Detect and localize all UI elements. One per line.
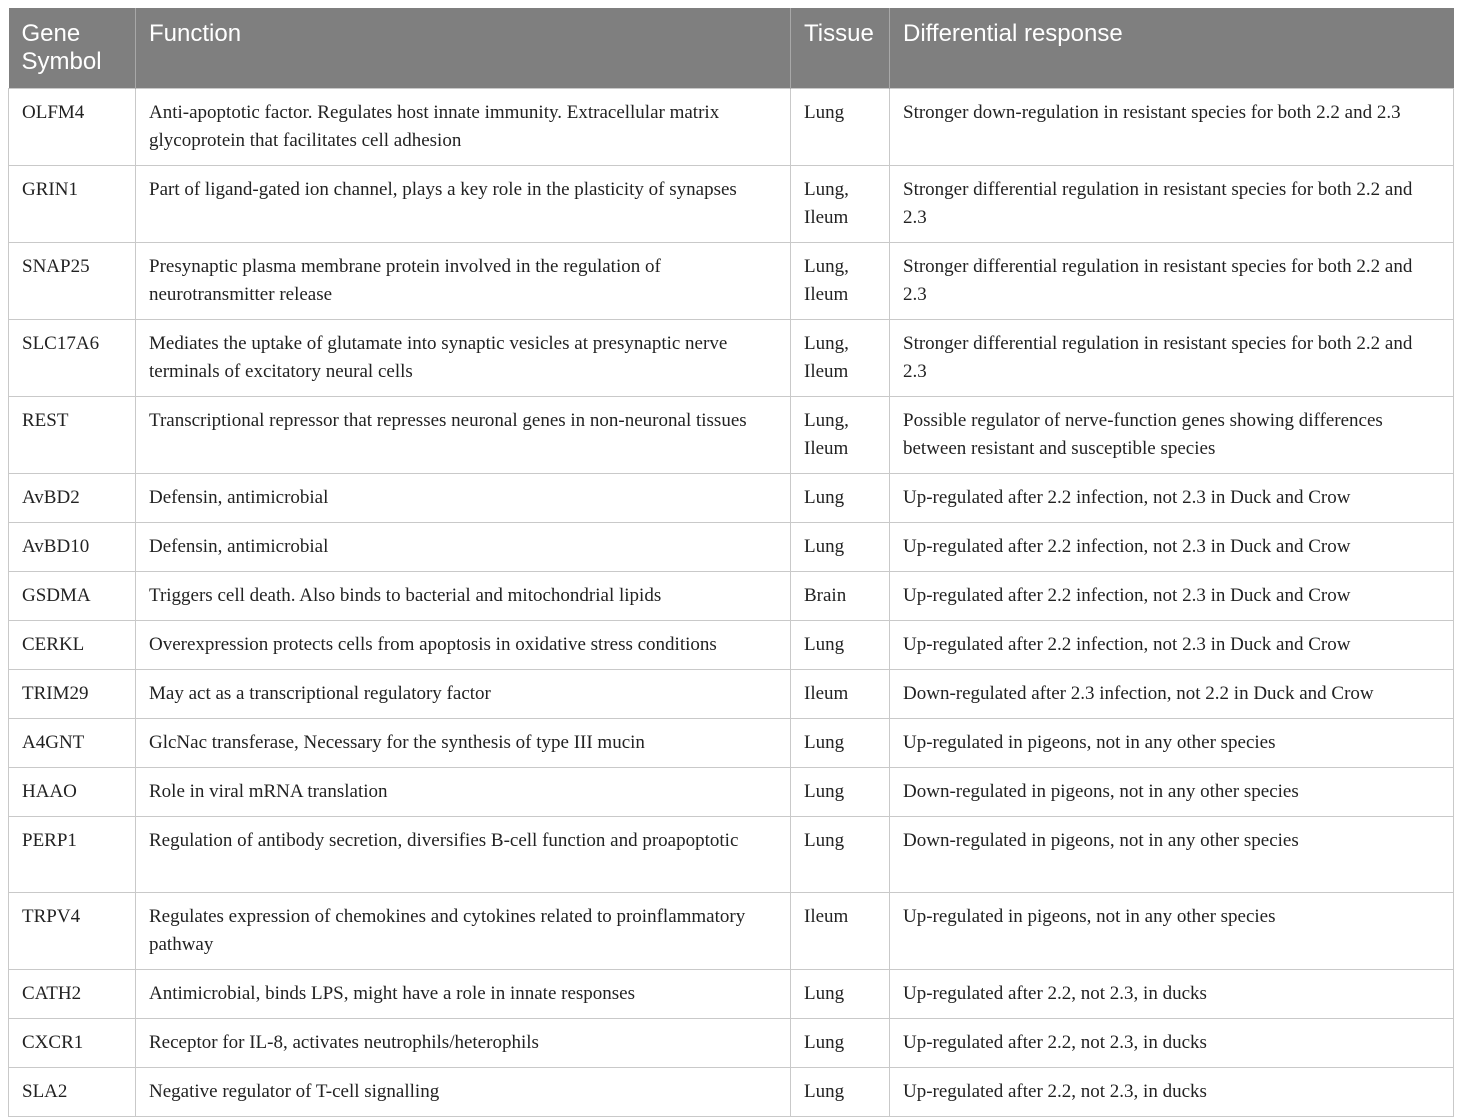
- cell-function: Regulates expression of chemokines and cytokines related to proinflammatory pathway: [136, 893, 791, 970]
- cell-gene: CERKL: [9, 621, 136, 670]
- cell-gene: AvBD10: [9, 523, 136, 572]
- cell-response: Stronger differential regulation in resistant species for both 2.2 and 2.3: [890, 320, 1454, 397]
- cell-gene: TRIM29: [9, 670, 136, 719]
- cell-gene: AvBD2: [9, 474, 136, 523]
- cell-tissue: Lung: [791, 1068, 890, 1117]
- cell-gene: GSDMA: [9, 572, 136, 621]
- cell-response: Up-regulated after 2.2 infection, not 2.3 in Duck and Crow: [890, 523, 1454, 572]
- cell-tissue: Lung, Ileum: [791, 320, 890, 397]
- table-row: [9, 719, 1454, 768]
- cell-function: Triggers cell death. Also binds to bacterial and mitochondrial lipids: [136, 572, 791, 621]
- cell-tissue: Lung, Ileum: [791, 166, 890, 243]
- cell-response: Up-regulated after 2.2 infection, not 2.3 in Duck and Crow: [890, 474, 1454, 523]
- table-row: [9, 1068, 1454, 1117]
- cell-response: Possible regulator of nerve-function genes showing differences between resistant and susceptible species: [890, 397, 1454, 474]
- cell-response: Up-regulated after 2.2, not 2.3, in ducks: [890, 1068, 1454, 1117]
- cell-gene: SLC17A6: [9, 320, 136, 397]
- cell-function: Defensin, antimicrobial: [136, 523, 791, 572]
- table-row: [9, 474, 1454, 523]
- cell-function: Negative regulator of T-cell signalling: [136, 1068, 791, 1117]
- cell-tissue: Lung, Ileum: [791, 397, 890, 474]
- cell-response: Up-regulated after 2.2, not 2.3, in ducks: [890, 1019, 1454, 1068]
- cell-response: Stronger differential regulation in resistant species for both 2.2 and 2.3: [890, 243, 1454, 320]
- table-row: [9, 893, 1454, 970]
- cell-function: Transcriptional repressor that represses neuronal genes in non-neuronal tissues: [136, 397, 791, 474]
- cell-gene: PERP1: [9, 817, 136, 893]
- table-row: [9, 89, 1454, 166]
- table-row: [9, 670, 1454, 719]
- cell-tissue: Lung: [791, 719, 890, 768]
- table-row: [9, 817, 1454, 893]
- header-gene-symbol: Gene Symbol: [9, 8, 136, 89]
- cell-function: May act as a transcriptional regulatory factor: [136, 670, 791, 719]
- gene-table: [8, 8, 1454, 1117]
- table-row: [9, 970, 1454, 1019]
- cell-gene: REST: [9, 397, 136, 474]
- cell-response: Up-regulated after 2.2, not 2.3, in ducks: [890, 970, 1454, 1019]
- cell-response: Stronger differential regulation in resistant species for both 2.2 and 2.3: [890, 166, 1454, 243]
- table-row: [9, 397, 1454, 474]
- cell-tissue: Lung: [791, 970, 890, 1019]
- cell-function: GlcNac transferase, Necessary for the synthesis of type III mucin: [136, 719, 791, 768]
- table-row: [9, 243, 1454, 320]
- cell-tissue: Lung: [791, 817, 890, 893]
- cell-response: Up-regulated after 2.2 infection, not 2.3 in Duck and Crow: [890, 621, 1454, 670]
- cell-function: Role in viral mRNA translation: [136, 768, 791, 817]
- table-body: [9, 89, 1454, 1117]
- cell-tissue: Ileum: [791, 670, 890, 719]
- table-row: [9, 166, 1454, 243]
- cell-tissue: Lung, Ileum: [791, 243, 890, 320]
- header-differential-response: Differential response: [890, 8, 1454, 89]
- cell-response: Up-regulated in pigeons, not in any other species: [890, 893, 1454, 970]
- table-row: [9, 320, 1454, 397]
- cell-function: Overexpression protects cells from apoptosis in oxidative stress conditions: [136, 621, 791, 670]
- cell-function: Mediates the uptake of glutamate into synaptic vesicles at presynaptic nerve terminals of excitatory neural cells: [136, 320, 791, 397]
- header-row: [9, 8, 1454, 89]
- cell-tissue: Lung: [791, 1019, 890, 1068]
- cell-response: Down-regulated in pigeons, not in any other species: [890, 817, 1454, 893]
- table-row: [9, 768, 1454, 817]
- cell-tissue: Ileum: [791, 893, 890, 970]
- cell-gene: CATH2: [9, 970, 136, 1019]
- cell-gene: SNAP25: [9, 243, 136, 320]
- cell-function: Presynaptic plasma membrane protein involved in the regulation of neurotransmitter release: [136, 243, 791, 320]
- cell-gene: CXCR1: [9, 1019, 136, 1068]
- cell-function: Anti-apoptotic factor. Regulates host innate immunity. Extracellular matrix glycoprotein that facilitates cell adhesion: [136, 89, 791, 166]
- table-row: [9, 572, 1454, 621]
- table-header: [9, 8, 1454, 89]
- cell-function: Regulation of antibody secretion, diversifies B-cell function and proapoptotic: [136, 817, 791, 893]
- cell-response: Down-regulated after 2.3 infection, not 2.2 in Duck and Crow: [890, 670, 1454, 719]
- table-row: [9, 621, 1454, 670]
- cell-tissue: Lung: [791, 621, 890, 670]
- cell-function: Part of ligand-gated ion channel, plays a key role in the plasticity of synapses: [136, 166, 791, 243]
- cell-function: Receptor for IL-8, activates neutrophils/heterophils: [136, 1019, 791, 1068]
- cell-tissue: Lung: [791, 523, 890, 572]
- cell-gene: TRPV4: [9, 893, 136, 970]
- header-function: Function: [136, 8, 791, 89]
- cell-gene: OLFM4: [9, 89, 136, 166]
- table-row: [9, 523, 1454, 572]
- table-row: [9, 1019, 1454, 1068]
- cell-gene: HAAO: [9, 768, 136, 817]
- cell-response: Up-regulated after 2.2 infection, not 2.3 in Duck and Crow: [890, 572, 1454, 621]
- cell-gene: A4GNT: [9, 719, 136, 768]
- cell-tissue: Lung: [791, 89, 890, 166]
- cell-function: Antimicrobial, binds LPS, might have a role in innate responses: [136, 970, 791, 1019]
- header-tissue: Tissue: [791, 8, 890, 89]
- cell-tissue: Lung: [791, 768, 890, 817]
- cell-gene: SLA2: [9, 1068, 136, 1117]
- cell-gene: GRIN1: [9, 166, 136, 243]
- gene-table-container: [8, 8, 1453, 1117]
- cell-response: Stronger down-regulation in resistant species for both 2.2 and 2.3: [890, 89, 1454, 166]
- cell-response: Up-regulated in pigeons, not in any other species: [890, 719, 1454, 768]
- cell-tissue: Brain: [791, 572, 890, 621]
- cell-function: Defensin, antimicrobial: [136, 474, 791, 523]
- cell-response: Down-regulated in pigeons, not in any other species: [890, 768, 1454, 817]
- cell-tissue: Lung: [791, 474, 890, 523]
